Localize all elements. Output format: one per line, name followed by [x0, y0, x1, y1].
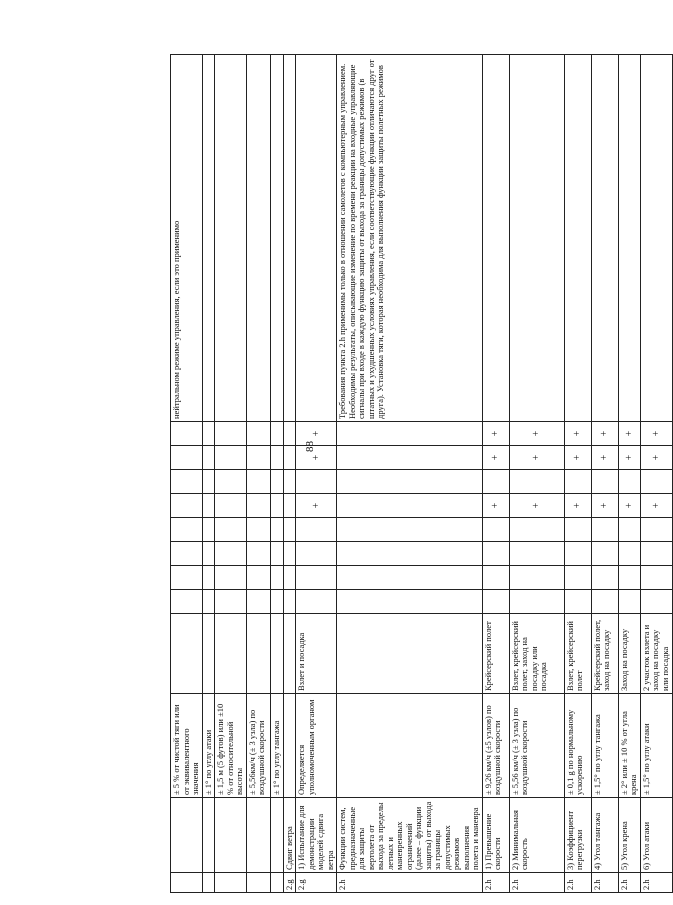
mark-cell — [337, 470, 483, 494]
mark-cell — [270, 422, 283, 446]
tolerance-cell: ± 5,56 км/ч (± 3 узла) по воздушной скорости — [509, 694, 564, 798]
mark-cell — [482, 518, 509, 542]
mark-cell — [246, 590, 270, 614]
mark-cell — [270, 446, 283, 470]
notes-cell — [618, 55, 640, 422]
mark-cell — [509, 590, 564, 614]
notes-cell: нейтральном режиме управления, если это применимо — [171, 55, 203, 422]
mark-cell — [202, 470, 215, 494]
flight-phase-cell — [171, 614, 203, 694]
mark-cell — [640, 518, 672, 542]
test-name-cell: 3) Коэффициент перегрузки — [564, 798, 591, 873]
flight-phase-cell — [270, 614, 283, 694]
mark-cell — [640, 542, 672, 566]
mark-cell — [215, 422, 247, 446]
mark-cell — [215, 518, 247, 542]
mark-cell — [296, 566, 337, 590]
flight-phase-cell: Крейсерский полет, заход на посадку — [591, 614, 618, 694]
mark-cell: + — [564, 494, 591, 518]
mark-cell — [215, 542, 247, 566]
mark-cell: + — [640, 422, 672, 446]
notes-cell — [482, 55, 509, 422]
mark-cell — [215, 494, 247, 518]
mark-cell: + — [482, 446, 509, 470]
requirements-table — [170, 54, 673, 893]
num-cell — [202, 873, 215, 893]
mark-cell — [215, 590, 247, 614]
mark-cell — [202, 422, 215, 446]
mark-cell — [640, 566, 672, 590]
mark-cell — [283, 422, 296, 446]
mark-cell — [618, 470, 640, 494]
test-name-cell: 1) Испытание для демонстрации моделей сдвига ветра — [296, 798, 337, 873]
mark-cell — [337, 494, 483, 518]
mark-cell — [283, 566, 296, 590]
mark-cell: + — [482, 422, 509, 446]
notes-cell — [591, 55, 618, 422]
tolerance-cell: ± 5 % от чистой тяги или от эквивалентного значения — [171, 694, 203, 798]
mark-cell — [482, 542, 509, 566]
mark-cell — [296, 518, 337, 542]
flight-phase-cell: Взлет, крейсерский полет — [564, 614, 591, 694]
mark-cell — [296, 542, 337, 566]
notes-cell: Требования пункта 2.h применимы только в отношении самолетов с компьютерным управлением. Необходимы результаты, описывающие изменение по времени реакции на входные управляющие сигналы при входе в каждую функцию защиты от выхода за границы допустимых режимов (в штатных и ухудшенных условиях управления, если соответствующие функции отличаются друг от друга). Установка тяги, которая необходима для выполнения функции защиты полетных режимов — [337, 55, 483, 422]
mark-cell — [283, 494, 296, 518]
mark-cell: + — [564, 422, 591, 446]
mark-cell: + — [296, 494, 337, 518]
mark-cell — [337, 446, 483, 470]
mark-cell — [171, 470, 203, 494]
tolerance-cell: ± 1,5° по углу атаки — [640, 694, 672, 798]
table-row — [564, 55, 591, 893]
mark-cell: + — [509, 494, 564, 518]
mark-cell: + — [618, 446, 640, 470]
mark-cell — [296, 590, 337, 614]
tolerance-cell: ± 1° по углу тангажа — [270, 694, 283, 798]
rotated-table-container — [170, 55, 670, 893]
mark-cell: + — [618, 422, 640, 446]
mark-cell — [640, 470, 672, 494]
test-name-cell: Сдвиг ветра — [283, 798, 296, 873]
test-name-cell — [202, 798, 215, 873]
num-cell: 2.h — [482, 873, 509, 893]
mark-cell — [591, 518, 618, 542]
mark-cell — [202, 446, 215, 470]
test-name-cell: 4) Угол тангажа — [591, 798, 618, 873]
mark-cell: + — [591, 422, 618, 446]
mark-cell: + — [640, 494, 672, 518]
tolerance-cell: ± 9,26 км/ч (±5 узлов) по воздушной скорости — [482, 694, 509, 798]
mark-cell — [171, 590, 203, 614]
flight-phase-cell: Заход на посадку — [618, 614, 640, 694]
mark-cell — [202, 542, 215, 566]
table-row — [296, 55, 337, 893]
mark-cell — [246, 542, 270, 566]
mark-cell — [270, 590, 283, 614]
mark-cell — [270, 566, 283, 590]
mark-cell: + — [296, 446, 337, 470]
mark-cell — [202, 518, 215, 542]
mark-cell — [591, 470, 618, 494]
table-row — [270, 55, 283, 893]
mark-cell — [591, 566, 618, 590]
mark-cell — [171, 542, 203, 566]
tolerance-cell — [337, 694, 483, 798]
mark-cell — [564, 542, 591, 566]
table-row — [482, 55, 509, 893]
mark-cell — [640, 590, 672, 614]
mark-cell — [246, 470, 270, 494]
mark-cell — [482, 566, 509, 590]
notes-cell — [215, 55, 247, 422]
mark-cell — [215, 446, 247, 470]
num-cell: 2.g — [283, 873, 296, 893]
mark-cell — [171, 422, 203, 446]
flight-phase-cell: Взлет, крейсерский полет, заход на посадку или посадка — [509, 614, 564, 694]
table-row — [640, 55, 672, 893]
tolerance-cell: ± 2° или ± 10 % от угла крена — [618, 694, 640, 798]
notes-cell — [283, 55, 296, 422]
mark-cell — [215, 566, 247, 590]
table-row — [618, 55, 640, 893]
test-name-cell: 2) Минимальная скорость — [509, 798, 564, 873]
mark-cell: + — [482, 494, 509, 518]
mark-cell — [509, 542, 564, 566]
mark-cell — [246, 518, 270, 542]
num-cell — [215, 873, 247, 893]
mark-cell — [337, 590, 483, 614]
mark-cell — [270, 470, 283, 494]
mark-cell: + — [591, 494, 618, 518]
notes-cell — [640, 55, 672, 422]
mark-cell — [171, 446, 203, 470]
num-cell: 2.h — [640, 873, 672, 893]
mark-cell: + — [591, 446, 618, 470]
mark-cell — [482, 590, 509, 614]
table-row — [215, 55, 247, 893]
table-row — [283, 55, 296, 893]
flight-phase-cell: Крейсерский полет — [482, 614, 509, 694]
mark-cell — [283, 446, 296, 470]
mark-cell — [509, 518, 564, 542]
notes-cell — [202, 55, 215, 422]
table-body — [171, 55, 673, 893]
mark-cell — [246, 494, 270, 518]
mark-cell — [283, 518, 296, 542]
test-name-cell — [215, 798, 247, 873]
num-cell: 2.h — [337, 873, 483, 893]
notes-cell — [509, 55, 564, 422]
mark-cell: + — [564, 446, 591, 470]
mark-cell — [564, 518, 591, 542]
tolerance-cell: ± 5,56км/ч (± 3 узла) по воздушной скорости — [246, 694, 270, 798]
num-cell: 2.h — [564, 873, 591, 893]
tolerance-cell: ± 1,5 м (5 футов) или ±10 % от относительной высоты — [215, 694, 247, 798]
mark-cell: + — [618, 494, 640, 518]
num-cell — [246, 873, 270, 893]
table-row — [246, 55, 270, 893]
mark-cell — [202, 566, 215, 590]
mark-cell — [618, 590, 640, 614]
mark-cell: + — [640, 446, 672, 470]
mark-cell — [564, 470, 591, 494]
notes-cell — [246, 55, 270, 422]
num-cell: 2.g — [296, 873, 337, 893]
table-row — [171, 55, 203, 893]
mark-cell — [337, 422, 483, 446]
num-cell: 2.h — [591, 873, 618, 893]
mark-cell — [618, 566, 640, 590]
mark-cell — [283, 542, 296, 566]
mark-cell — [246, 422, 270, 446]
mark-cell — [171, 494, 203, 518]
test-name-cell: 5) Угол крена — [618, 798, 640, 873]
mark-cell — [202, 494, 215, 518]
table-row — [337, 55, 483, 893]
test-name-cell: Функции систем, предназначенные для защиты вертолета от выхода за пределы летных и маневренных ограничений (далее – функции защиты) от выхода за границы допустимых режимов выполнения полета и маневра — [337, 798, 483, 873]
mark-cell — [246, 446, 270, 470]
table-row — [202, 55, 215, 893]
num-cell: 2.h — [509, 873, 564, 893]
mark-cell — [270, 518, 283, 542]
mark-cell — [246, 566, 270, 590]
flight-phase-cell — [246, 614, 270, 694]
mark-cell — [564, 590, 591, 614]
mark-cell — [337, 566, 483, 590]
flight-phase-cell — [337, 614, 483, 694]
notes-cell — [296, 55, 337, 422]
test-name-cell — [246, 798, 270, 873]
num-cell — [270, 873, 283, 893]
flight-phase-cell: Взлет и посадка — [296, 614, 337, 694]
mark-cell: + — [509, 446, 564, 470]
mark-cell — [591, 542, 618, 566]
flight-phase-cell — [283, 614, 296, 694]
mark-cell — [509, 566, 564, 590]
flight-phase-cell: 2 участок взлета и заход на посадку или посадка — [640, 614, 672, 694]
tolerance-cell: ± 1° по углу атаки — [202, 694, 215, 798]
mark-cell — [283, 470, 296, 494]
notes-cell — [270, 55, 283, 422]
mark-cell — [618, 542, 640, 566]
table-row — [591, 55, 618, 893]
mark-cell — [591, 590, 618, 614]
test-name-cell — [270, 798, 283, 873]
mark-cell — [337, 542, 483, 566]
mark-cell — [296, 470, 337, 494]
test-name-cell — [171, 798, 203, 873]
tolerance-cell: ± 0,1 g по нормальному ускорению — [564, 694, 591, 798]
page-number: 88 — [304, 441, 316, 452]
tolerance-cell — [283, 694, 296, 798]
mark-cell — [215, 470, 247, 494]
mark-cell — [618, 518, 640, 542]
num-cell — [171, 873, 203, 893]
table-row — [509, 55, 564, 893]
tolerance-cell: Определяется уполномоченным органом — [296, 694, 337, 798]
flight-phase-cell — [202, 614, 215, 694]
mark-cell — [202, 590, 215, 614]
mark-cell — [482, 470, 509, 494]
mark-cell — [270, 542, 283, 566]
mark-cell — [171, 518, 203, 542]
mark-cell — [171, 566, 203, 590]
mark-cell — [283, 590, 296, 614]
flight-phase-cell — [215, 614, 247, 694]
mark-cell — [509, 470, 564, 494]
mark-cell — [337, 518, 483, 542]
mark-cell: + — [296, 422, 337, 446]
mark-cell: + — [509, 422, 564, 446]
test-name-cell: 6) Угол атаки — [640, 798, 672, 873]
num-cell: 2.h — [618, 873, 640, 893]
mark-cell — [564, 566, 591, 590]
tolerance-cell: ± 1,5° по углу тангажа — [591, 694, 618, 798]
test-name-cell: 1) Превышение скорости — [482, 798, 509, 873]
notes-cell — [564, 55, 591, 422]
mark-cell — [270, 494, 283, 518]
